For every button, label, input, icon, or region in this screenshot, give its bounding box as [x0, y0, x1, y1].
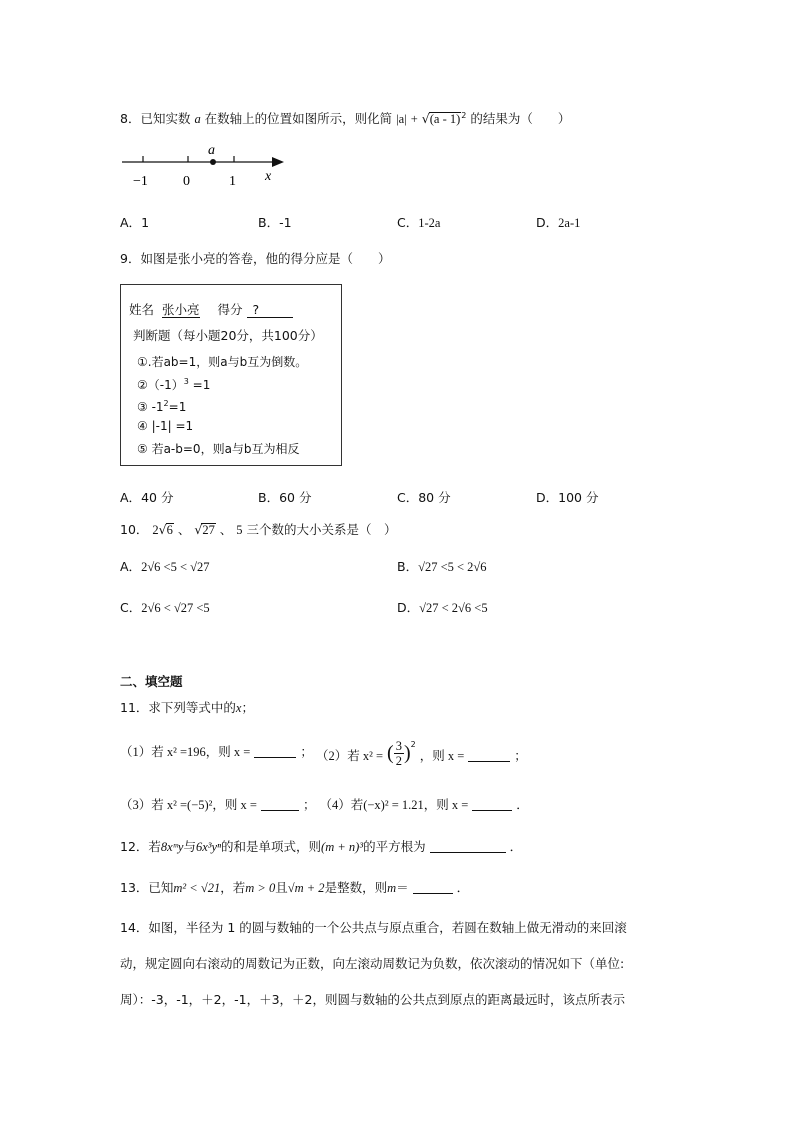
- option-letter: A．: [120, 215, 142, 230]
- q13-text-a: 13．已知: [120, 880, 174, 895]
- q9-option-d[interactable]: [536, 488, 598, 506]
- q8-stem-prefix: 8．已知实数: [120, 111, 191, 126]
- name-value: 张小亮: [162, 302, 200, 317]
- answer-blank-2[interactable]: [468, 749, 510, 762]
- q11-part1: [120, 742, 313, 760]
- score-value: ?: [247, 302, 293, 318]
- q11-stem-var: x: [235, 701, 242, 715]
- q12-text-a: 12．若: [120, 839, 161, 854]
- option-text: 2a-1: [558, 216, 581, 230]
- option-letter: B．: [258, 215, 280, 230]
- q12-text-b: 与: [183, 839, 196, 854]
- q13-text-d: 是整数，则: [324, 880, 388, 895]
- q8-stem: [120, 109, 570, 127]
- option-letter: D．: [397, 600, 420, 615]
- q11-p2-square: 2: [410, 739, 416, 749]
- q10-expr-1: 2√6: [152, 522, 173, 537]
- q11-p1-text: （1）若 x² =196，则 x =: [120, 745, 251, 759]
- left-paren-icon: (: [387, 742, 394, 764]
- option-text: -1: [279, 215, 292, 230]
- option-text: 2√6 < √27 <5: [141, 601, 210, 615]
- fraction-denominator: 2: [395, 754, 402, 768]
- q13-var: m: [387, 881, 397, 895]
- option-text: 1: [141, 215, 150, 230]
- option-letter: D．: [536, 490, 559, 505]
- answer-blank-4[interactable]: [472, 798, 512, 811]
- q11-p2-text: （2）若 x² =: [316, 749, 384, 763]
- point-a-label: a: [208, 143, 215, 158]
- q11-stem-end: ；: [241, 700, 254, 715]
- answer-blank-1[interactable]: [254, 745, 296, 758]
- q11-stem: [120, 698, 254, 716]
- q8-expr-radicand: (a - 1): [429, 112, 461, 126]
- q11-part2: [316, 739, 527, 771]
- q9-option-b[interactable]: [258, 488, 311, 506]
- section-title: 二、填空题: [120, 674, 183, 689]
- q10-sep-2: 、: [219, 522, 233, 537]
- answer-blank-3[interactable]: [261, 798, 299, 811]
- answer-blank-12[interactable]: [430, 840, 506, 853]
- fraction-numerator: 3: [395, 739, 402, 753]
- q12-text-d: 的平方根为: [363, 839, 426, 854]
- option-text: 2√6 <5 < √27: [141, 560, 210, 574]
- q8-option-c[interactable]: [397, 213, 440, 231]
- tick-label-0: 0: [183, 174, 190, 189]
- q13-stem: [120, 878, 469, 896]
- tick-label-neg1: −1: [133, 174, 148, 189]
- card-item-2: [137, 376, 210, 393]
- option-letter: D．: [536, 215, 559, 230]
- option-text: 100 分: [558, 490, 599, 505]
- q9-option-a[interactable]: [120, 488, 173, 506]
- q13-cond1: m² < √21: [173, 881, 221, 895]
- q13-text-c: 且: [275, 880, 288, 895]
- q11-p4-text: （4）若(−x)² = 1.21，则 x =: [319, 798, 469, 812]
- sqrt-icon: √: [158, 522, 167, 537]
- answer-blank-13[interactable]: [413, 881, 453, 894]
- card-item-4: ④ |-1| =1: [137, 419, 194, 433]
- tick-label-1: 1: [229, 174, 236, 189]
- q11-p2-tail: ，则 x =: [419, 749, 465, 763]
- q10-number: 10．: [120, 522, 149, 537]
- q8-stem-middle: 在数轴上的位置如图所示，则化简: [204, 111, 393, 126]
- q11-end: ．: [516, 797, 529, 812]
- q13-cond3: √m + 2: [287, 881, 325, 895]
- card-item-2-sup: 3: [183, 377, 189, 386]
- q14-line-1: 14．如图，半径为 1 的圆与数轴的一个公共点与原点重合，若圆在数轴上做无滑动的来回滚: [120, 920, 627, 935]
- card-item-3-text: ③ -1: [137, 400, 164, 414]
- q11-sep: ；: [300, 744, 313, 759]
- q8-var-a: a: [194, 112, 201, 126]
- q8-number-line: [118, 140, 288, 190]
- card-item-1: ①.若ab=1，则a与b互为倒数。: [137, 355, 308, 369]
- q10-stem-tail: 三个数的大小关系是（ ）: [246, 522, 397, 537]
- q13-text-b: ，若: [220, 880, 246, 895]
- q11-part3: [120, 795, 529, 813]
- right-paren-icon: ): [403, 742, 411, 764]
- q12-term1: 8xᵐy: [160, 840, 184, 854]
- q8-option-d[interactable]: [536, 213, 580, 231]
- score-label: 得分: [217, 302, 243, 317]
- card-item-3-sup: 2: [163, 399, 169, 408]
- q13-text-e: ＝: [396, 880, 409, 895]
- q10-expr-2: √27: [194, 522, 215, 537]
- q13-cond2: m > 0: [245, 881, 276, 895]
- arrow-right-icon: [272, 157, 284, 167]
- option-letter: C．: [397, 215, 419, 230]
- card-header: [129, 300, 293, 318]
- q10-option-c[interactable]: [120, 598, 210, 616]
- option-letter: C．: [397, 490, 419, 505]
- card-item-2-text: ②（-1）: [137, 378, 184, 392]
- q8-expr-sup: 2: [461, 110, 467, 120]
- name-label: 姓名: [129, 302, 155, 317]
- option-letter: C．: [120, 600, 142, 615]
- q12-stem: [120, 837, 522, 855]
- option-letter: A．: [120, 490, 142, 505]
- q11-stem-text: 11．求下列等式中的: [120, 700, 236, 715]
- option-letter: A．: [120, 559, 142, 574]
- q10-option-d[interactable]: [397, 598, 488, 616]
- q9-option-c[interactable]: [397, 488, 451, 506]
- option-text: 60 分: [279, 490, 312, 505]
- card-item-2-tail: =1: [188, 378, 211, 392]
- point-a-dot: [210, 159, 216, 165]
- option-text: √27 <5 < 2√6: [418, 560, 487, 574]
- q8-option-a[interactable]: [120, 213, 149, 231]
- q14-line-2: 动，规定圆向右滚动的周数记为正数，向左滚动周数记为负数，依次滚动的情况如下（单位:: [120, 956, 625, 971]
- option-text: √27 < 2√6 <5: [419, 601, 488, 615]
- option-text: 80 分: [418, 490, 451, 505]
- option-letter: B．: [397, 559, 419, 574]
- q12-end: ．: [509, 839, 523, 854]
- q10-sep-1: 、: [177, 522, 191, 537]
- q12-term2: 6x³yⁿ: [195, 840, 222, 854]
- card-item-3: [137, 399, 186, 414]
- q12-expr: (m + n)³: [321, 840, 364, 854]
- card-item-3-tail: =1: [168, 400, 187, 414]
- q10-expr-3: 5: [236, 523, 243, 537]
- q9-stem: 9．如图是张小亮的答卷，他的得分应是（ ）: [120, 251, 391, 266]
- q11-sep: ；: [302, 797, 316, 812]
- q13-end: ．: [456, 880, 470, 895]
- q11-fraction: [394, 739, 404, 768]
- sqrt-icon: √: [194, 522, 203, 537]
- axis-label-x: x: [265, 169, 272, 184]
- q8-option-b[interactable]: [258, 213, 292, 231]
- q10-option-a[interactable]: [120, 557, 210, 575]
- q8-expr-abs: |a|: [396, 112, 407, 126]
- option-text: 1-2a: [418, 216, 441, 230]
- q14-line-3: 周）：-3，-1，＋2，-1，＋3，＋2，则圆与数轴的公共点到原点的距离最远时，该点所表示: [120, 992, 626, 1007]
- q10-stem: [120, 520, 397, 538]
- q8-expr-plus: +: [410, 112, 418, 126]
- q11-p3-text: （3）若 x² =(−5)²，则 x =: [120, 798, 257, 812]
- q10-option-b[interactable]: [397, 557, 487, 575]
- q8-stem-suffix: 的结果为（ ）: [470, 111, 571, 126]
- option-text: 40 分: [141, 490, 174, 505]
- option-letter: B．: [258, 490, 280, 505]
- answer-sheet-card: [120, 284, 342, 466]
- sqrt-icon: √: [421, 111, 430, 126]
- q11-sep: ；: [514, 748, 527, 763]
- q12-text-c: 的和是单项式，则: [221, 839, 322, 854]
- card-section-title: 判断题（每小题20分，共100分）: [133, 328, 323, 343]
- card-item-5: ⑤ 若a-b=0，则a与b互为相反: [137, 442, 300, 456]
